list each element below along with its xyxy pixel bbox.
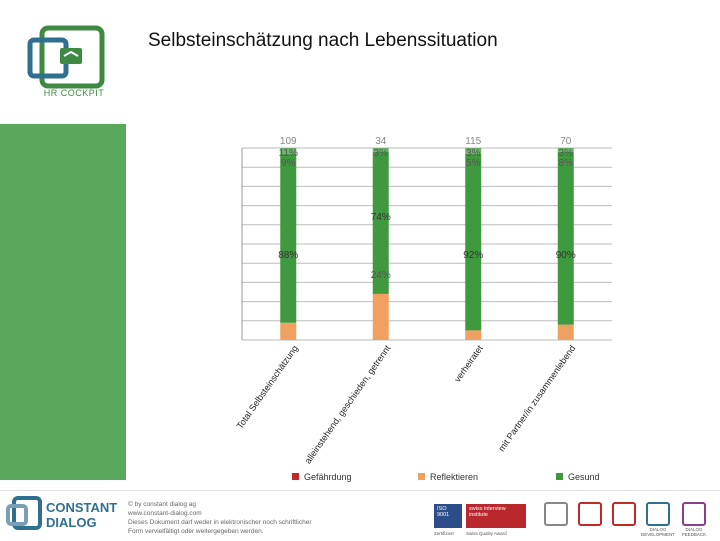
n-label: 109	[279, 136, 297, 147]
data-label: 5%	[466, 158, 481, 169]
copyright-line: Dieses Dokument darf weder in elektronischer noch schriftlicher	[128, 519, 312, 526]
bar-segment	[278, 154, 299, 323]
data-label: 88%	[278, 250, 299, 261]
legend-swatch	[292, 473, 299, 480]
data-label: 3%	[558, 148, 573, 159]
swiss-badge: swiss interview institute	[466, 504, 526, 528]
app-icon[interactable]	[612, 502, 636, 526]
dialog-development-label: DIALOG DEVELOPMENT	[641, 527, 676, 537]
legend-swatch	[556, 473, 563, 480]
app-icon[interactable]	[578, 502, 602, 526]
n-label: 115	[465, 136, 482, 147]
bar-segment	[558, 325, 574, 340]
website-link[interactable]: www.constant-dialog.com	[128, 510, 202, 517]
brand-name-line2: DIALOG	[46, 515, 97, 530]
data-label: 11%	[278, 148, 298, 159]
category-label: mit Partner/in zusammenlebend	[496, 343, 578, 454]
legend-label: Reflektieren	[430, 472, 479, 482]
data-label: 9%	[281, 158, 296, 169]
legend-label: Gefährdung	[304, 472, 352, 482]
category-label: verheiratet	[452, 343, 485, 384]
copyright-line: © by constant dialog ag	[128, 501, 197, 508]
n-label: 34	[375, 136, 387, 147]
category-label: Total Selbsteinschätzung	[234, 343, 300, 431]
bar-segment	[280, 323, 296, 340]
legend-swatch	[418, 473, 425, 480]
page-title: Selbsteinschätzung nach Lebenssituation	[148, 30, 498, 51]
constant-dialog-logo	[6, 496, 42, 532]
data-label: 3%	[373, 148, 388, 159]
legend-label: Gesund	[568, 472, 600, 482]
iso-badge: ISO 9001	[434, 504, 462, 528]
copyright-line: Form vervielfältigt oder weitergegeben werden.	[128, 528, 264, 535]
n-label: 70	[560, 136, 572, 147]
swiss-badge-caption: Swiss Quality Award	[466, 531, 507, 536]
app-icon[interactable]	[544, 502, 568, 526]
dialog-feedback-label: DIALOG FEEDBACK	[681, 527, 707, 537]
data-label: 8%	[558, 158, 573, 169]
data-label: 74%	[370, 211, 391, 223]
brand-name-line1: CONSTANT	[46, 500, 118, 515]
data-label: 90%	[555, 250, 576, 261]
category-label: alleinstehend, geschieden, getrennt	[302, 343, 393, 466]
data-label: 3%	[466, 148, 481, 159]
data-label: 92%	[463, 250, 484, 261]
dialog-development-icon[interactable]	[646, 502, 670, 526]
logo-text: HR COCKPIT	[43, 88, 105, 98]
dialog-feedback-icon[interactable]	[682, 502, 706, 526]
bar-segment	[555, 152, 576, 325]
bar-segment	[373, 294, 389, 340]
bar-segment	[465, 330, 481, 340]
bar-segment	[463, 154, 484, 331]
data-label: 24%	[370, 269, 391, 281]
iso-badge-caption: Zertifiziert	[434, 531, 454, 536]
